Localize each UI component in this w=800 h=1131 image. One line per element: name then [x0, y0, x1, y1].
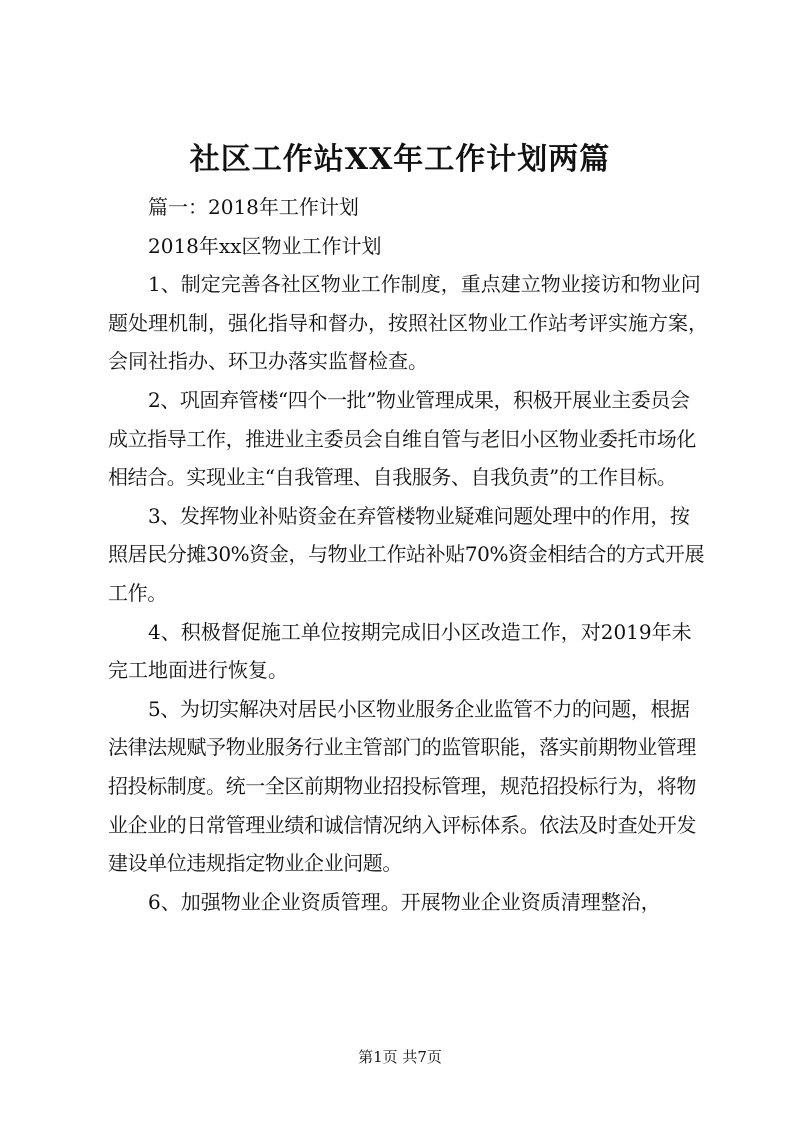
paragraph-item-1: 1、制定完善各社区物业工作制度，重点建立物业接访和物业问题处理机制，强化指导和督办，按照社区物业工作站考评实施方案，会同社指办、环卫办落实监督检查。: [108, 272, 708, 374]
paragraph-plan-title: 2018年xx区物业工作计划: [148, 233, 382, 258]
document-title: 社区工作站XX年工作计划两篇: [189, 142, 611, 177]
paragraph-item-5: 5、为切实解决对居民小区物业服务企业监管不力的问题，根据法律法规赋予物业服务行业主管部门的监管职能，落实前期物业管理招投标制度。统一全区前期物业招投标管理，规范招投标行为，将物业企业的日常管理业绩和诚信情况纳入评标体系。依法及时查处开发建设单位违规指定物业企业问题。: [108, 696, 696, 876]
paragraph-item-2: 2、巩固弃管楼“四个一批”物业管理成果，积极开展业主委员会成立指导工作，推进业主委员会自维自管与老旧小区物业委托市场化相结合。实现业主“自我管理、自我服务、自我负责”的工作目标。: [108, 387, 696, 490]
paragraph-section-heading: 篇一：2018年工作计划: [148, 195, 359, 219]
paragraph-item-6: 6、加强物业企业资质管理。开展物业企业资质清理整治，: [148, 889, 661, 914]
paragraph-item-3: 3、发挥物业补贴资金在弃管楼物业疑难问题处理中的作用，按照居民分摊30%资金，与物业工作站补贴70%资金相结合的方式开展工作。: [108, 503, 705, 605]
document-body: [108, 188, 708, 921]
paragraph-item-4: 4、积极督促施工单位按期完成旧小区改造工作，对2019年未完工地面进行恢复。: [108, 619, 692, 683]
page-footer: 第1页 共7页: [358, 1048, 442, 1066]
